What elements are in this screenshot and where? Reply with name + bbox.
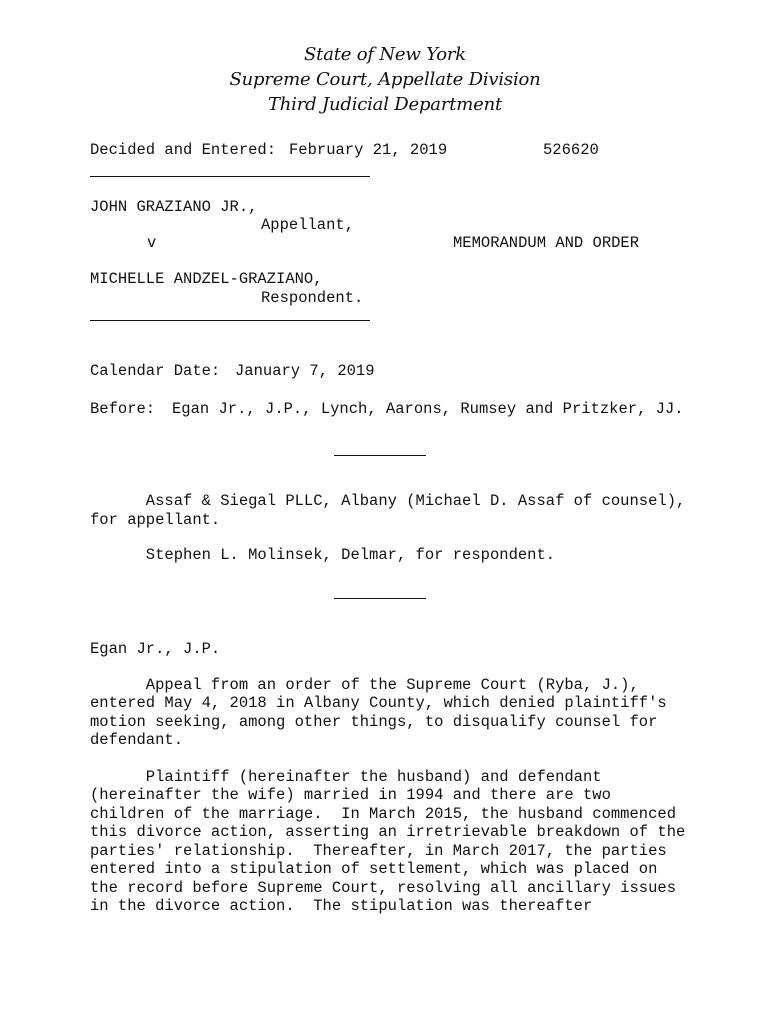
versus: v (147, 234, 157, 252)
separator-rule-1 (334, 455, 426, 456)
appellant-role: Appellant, (261, 216, 355, 234)
respondent-name: MICHELLE ANDZEL-GRAZIANO, (90, 270, 323, 288)
document-type: MEMORANDUM AND ORDER (453, 234, 640, 252)
caption-rule-top (90, 176, 370, 177)
caption-rule-bottom (90, 320, 370, 321)
body-line: entered into a stipulation of settlement, which was placed on (90, 860, 658, 878)
respondent-role: Respondent. (261, 289, 364, 307)
court-department: Third Judicial Department (267, 94, 503, 115)
decided-label: Decided and Entered: (90, 141, 277, 159)
docket-number: 526620 (543, 141, 599, 159)
court-name: Supreme Court, Appellate Division (229, 69, 541, 90)
body-line: motion seeking, among other things, to disqualify counsel for (90, 713, 658, 731)
before-justices: Egan Jr., J.P., Lynch, Aarons, Rumsey and Pritzker, JJ. (172, 400, 684, 418)
body-line: parties' relationship. Thereafter, in March 2017, the parties (90, 842, 667, 860)
separator-rule-2 (334, 598, 426, 599)
calendar-label: Calendar Date: (90, 362, 221, 380)
court-state: State of New York (304, 44, 466, 65)
appellant-counsel-line1: Assaf & Siegal PLLC, Albany (Michael D. Assaf of counsel), (90, 492, 686, 510)
appellant-name: JOHN GRAZIANO JR., (90, 198, 258, 216)
body-line: children of the marriage. In March 2015, the husband commenced (90, 805, 676, 823)
body-line: Plaintiff (hereinafter the husband) and defendant (90, 768, 602, 786)
before-label: Before: (90, 400, 156, 418)
body-line: this divorce action, asserting an irretrievable breakdown of the (90, 823, 686, 841)
calendar-date: January 7, 2019 (235, 362, 375, 380)
decided-date: February 21, 2019 (289, 141, 448, 159)
body-line: (hereinafter the wife) married in 1994 and there are two (90, 786, 611, 804)
body-line: Appeal from an order of the Supreme Court (Ryba, J.), (90, 676, 639, 694)
body-line: defendant. (90, 731, 184, 749)
body-line: entered May 4, 2018 in Albany County, which denied plaintiff's (90, 694, 667, 712)
appellant-counsel-line2: for appellant. (90, 511, 221, 529)
respondent-counsel: Stephen L. Molinsek, Delmar, for respondent. (90, 546, 556, 564)
body-line: in the divorce action. The stipulation was thereafter (90, 897, 593, 915)
opinion-author: Egan Jr., J.P. (90, 640, 221, 658)
body-line: the record before Supreme Court, resolving all ancillary issues (90, 879, 676, 897)
